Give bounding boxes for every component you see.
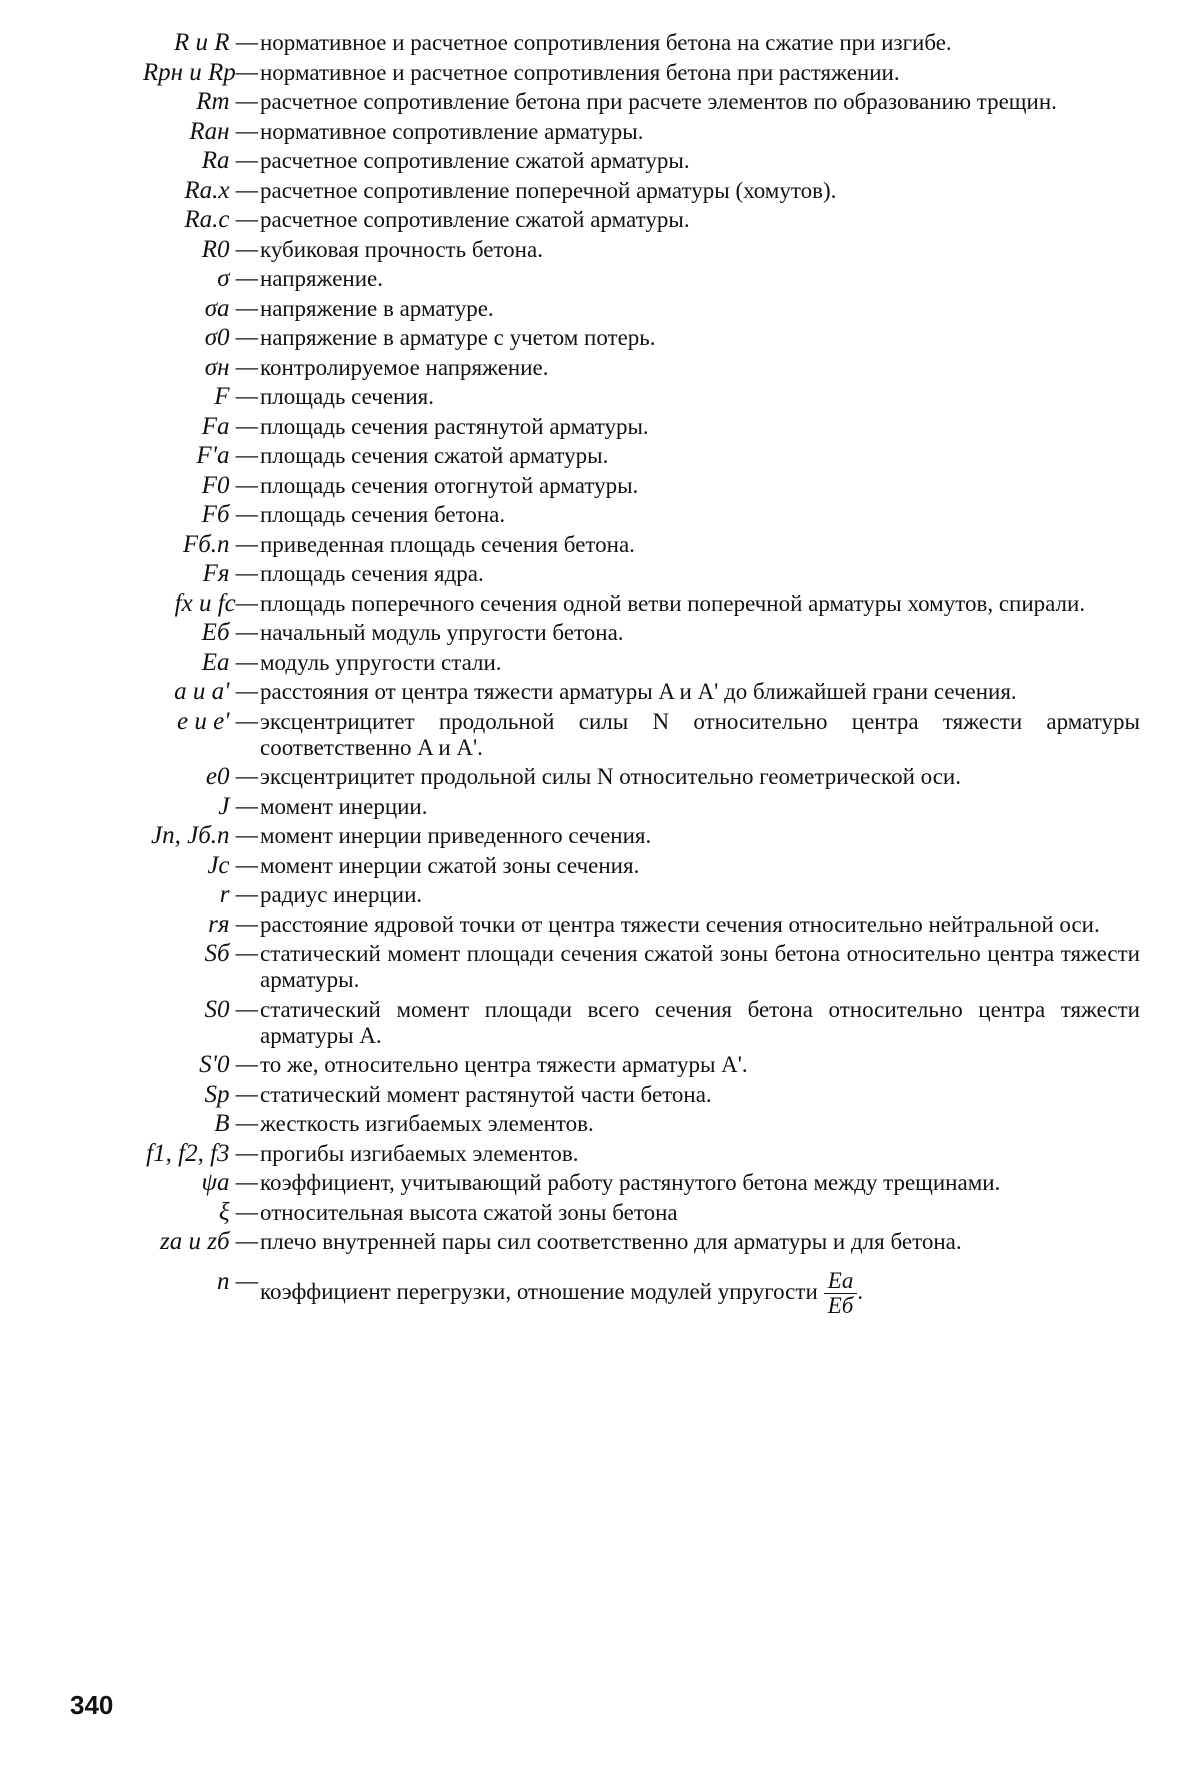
notation-definition xyxy=(260,853,1140,879)
modulus-ratio-fraction xyxy=(824,1269,858,1318)
notation-definition xyxy=(260,620,1140,646)
notation-symbol: F0 — xyxy=(201,471,258,499)
notation-symbol: Eб — xyxy=(201,619,258,646)
notation-definition xyxy=(260,30,1140,56)
notation-symbol: f1, f2, f3 — xyxy=(146,1139,258,1167)
notation-definition xyxy=(260,1111,1140,1137)
notation-entry xyxy=(0,1052,1140,1078)
notation-entry xyxy=(0,794,1140,820)
definition-text: контролируемое напряжение. xyxy=(260,354,549,380)
notation-symbol: a и a' — xyxy=(174,678,258,705)
definition-text: статический момент растянутой части бетона. xyxy=(260,1081,712,1107)
notation-definition xyxy=(260,119,1140,145)
notation-list xyxy=(0,30,1200,1322)
definition-text: то же, относительно центра тяжести арматуры A'. xyxy=(260,1052,748,1077)
notation-symbol: R0 — xyxy=(201,235,258,263)
notation-entry xyxy=(0,941,1140,993)
notation-entry xyxy=(0,1141,1140,1167)
notation-symbol: Jп, Jб.п — xyxy=(151,822,258,849)
definition-text: нормативное и расчетное сопротивления бетона при растяжении. xyxy=(260,59,900,85)
definition-text: напряжение в арматуре. xyxy=(260,295,494,321)
notation-entry xyxy=(0,443,1140,469)
notation-symbol: S0 — xyxy=(204,995,258,1023)
notation-symbol: S'0 — xyxy=(199,1051,258,1078)
notation-symbol: σн — xyxy=(204,353,258,381)
definition-text: статический момент площади всего сечения бетона относительно центра тяжести арматуры A. xyxy=(260,996,1140,1048)
notation-definition xyxy=(260,532,1140,558)
notation-symbol: Eа — xyxy=(201,648,258,676)
notation-entry xyxy=(0,178,1140,204)
notation-entry xyxy=(0,709,1140,761)
notation-symbol: Fб — xyxy=(201,501,258,528)
notation-symbol: B — xyxy=(214,1110,258,1137)
definition-text: расстояние ядровой точки от центра тяжести сечения относительно нейтральной оси. xyxy=(260,911,1100,937)
notation-definition xyxy=(260,941,1140,993)
notation-definition xyxy=(260,650,1140,676)
definition-text: площадь сечения бетона. xyxy=(260,502,506,527)
notation-definition xyxy=(260,912,1140,938)
definition-text: приведенная площадь сечения бетона. xyxy=(260,531,635,557)
notation-definition xyxy=(260,60,1140,86)
notation-symbol: e и e' — xyxy=(176,707,258,735)
notation-definition xyxy=(260,148,1140,174)
definition-text: нормативное и расчетное сопротивления бетона на сжатие при изгибе. xyxy=(260,30,952,55)
notation-symbol: σа — xyxy=(204,294,258,322)
notation-definition xyxy=(260,89,1140,115)
notation-definition xyxy=(260,207,1140,233)
notation-definition xyxy=(260,414,1140,440)
notation-definition xyxy=(260,1200,1140,1226)
notation-symbol: Rа — xyxy=(201,147,258,174)
definition-text: момент инерции. xyxy=(260,793,428,819)
notation-symbol: e0 — xyxy=(205,763,258,790)
notation-entry xyxy=(0,1111,1140,1137)
notation-entry xyxy=(0,823,1140,849)
definition-text: эксцентрицитет продольной силы N относительно геометрической оси. xyxy=(260,764,961,789)
notation-definition xyxy=(260,443,1140,469)
notation-entry xyxy=(0,30,1140,56)
definition-text: площадь сечения растянутой арматуры. xyxy=(260,413,649,439)
notation-definition xyxy=(260,561,1140,587)
notation-symbol: Rа.х — xyxy=(184,176,258,204)
notation-symbol: fх и fс— xyxy=(174,589,258,617)
notation-symbol: Rрн и Rр— xyxy=(142,58,258,86)
notation-entry xyxy=(0,266,1140,292)
definition-text: эксцентрицитет продольной силы N относительно центра тяжести арматуры соответственно A и A'. xyxy=(260,708,1140,760)
fraction-suffix: . xyxy=(857,1278,864,1304)
definition-text: момент инерции сжатой зоны сечения. xyxy=(260,852,640,878)
definition-text: жесткость изгибаемых элементов. xyxy=(260,1111,594,1136)
notation-entry xyxy=(0,207,1140,233)
definition-text: площадь сечения. xyxy=(260,384,434,409)
notation-entry xyxy=(0,620,1140,646)
notation-definition xyxy=(260,679,1140,705)
definition-text: расчетное сопротивление поперечной арматуры (хомутов). xyxy=(260,177,837,203)
notation-definition xyxy=(260,1141,1140,1167)
notation-entry xyxy=(0,237,1140,263)
definition-text: прогибы изгибаемых элементов. xyxy=(260,1140,579,1166)
notation-definition xyxy=(260,473,1140,499)
notation-entry xyxy=(0,119,1140,145)
notation-definition xyxy=(260,325,1140,351)
notation-symbol: Rан — xyxy=(189,117,258,145)
notation-entry xyxy=(0,502,1140,528)
notation-definition xyxy=(260,823,1140,849)
definition-text: нормативное сопротивление арматуры. xyxy=(260,118,644,144)
notation-symbol: ξ — xyxy=(218,1198,258,1226)
notation-definition xyxy=(260,764,1140,790)
definition-text: расстояния от центра тяжести арматуры A и A' до ближайшей грани сечения. xyxy=(260,679,1017,704)
notation-entry xyxy=(0,325,1140,351)
notation-entry xyxy=(0,882,1140,908)
definition-text: расчетное сопротивление сжатой арматуры. xyxy=(260,148,690,173)
notation-entry xyxy=(0,60,1140,86)
definition-text: относительная высота сжатой зоны бетона xyxy=(260,1199,678,1225)
fraction-numerator: Eа xyxy=(824,1269,858,1294)
definition-text: статический момент площади сечения сжатой зоны бетона относительно центра тяжести арматуры. xyxy=(260,941,1140,992)
notation-symbol: σ — xyxy=(217,265,258,292)
notation-definition xyxy=(260,502,1140,528)
notation-entry xyxy=(0,912,1140,938)
notation-definition xyxy=(260,1082,1140,1108)
page-number: 340 xyxy=(70,1690,114,1720)
notation-definition xyxy=(260,178,1140,204)
notation-symbol: rя — xyxy=(208,910,258,938)
notation-symbol: R и R — xyxy=(173,29,258,56)
notation-symbol: F'а — xyxy=(196,442,258,469)
definition-text: коэффициент, учитывающий работу растянутого бетона между трещинами. xyxy=(260,1170,1001,1195)
fraction-denominator: Eб xyxy=(827,1293,854,1318)
notation-definition xyxy=(260,1052,1140,1078)
notation-symbol: ψа — xyxy=(201,1169,258,1196)
notation-entry xyxy=(0,89,1140,115)
definition-text: расчетное сопротивление бетона при расчете элементов по образованию трещин. xyxy=(260,89,1057,114)
notation-symbol: Sб — xyxy=(204,940,258,967)
definition-text: коэффициент перегрузки, отношение модулей упругости xyxy=(260,1278,818,1304)
notation-entry xyxy=(0,384,1140,410)
notation-symbol: F — xyxy=(214,383,258,410)
notation-definition xyxy=(260,296,1140,322)
notation-definition xyxy=(260,384,1140,410)
notation-symbol: Rт — xyxy=(196,88,258,115)
definition-text: площадь сечения отогнутой арматуры. xyxy=(260,472,639,498)
definition-text: напряжение в арматуре с учетом потерь. xyxy=(260,325,656,350)
notation-symbol: Rа.с — xyxy=(184,206,258,233)
definition-text: модуль упругости стали. xyxy=(260,649,502,675)
notation-definition xyxy=(260,882,1140,908)
notation-definition xyxy=(260,266,1140,292)
notation-definition xyxy=(260,591,1140,617)
notation-entry xyxy=(0,561,1140,587)
notation-entry xyxy=(0,1170,1140,1196)
notation-definition xyxy=(260,237,1140,263)
notation-entry xyxy=(0,650,1140,676)
notation-symbol: zа и zб — xyxy=(159,1228,258,1255)
notation-symbol: σ0 — xyxy=(204,324,258,351)
notation-symbol: J — xyxy=(218,792,258,820)
notation-definition xyxy=(260,997,1140,1049)
notation-entry xyxy=(0,1269,1140,1318)
notation-entry xyxy=(0,355,1140,381)
notation-entry xyxy=(0,414,1140,440)
definition-text: плечо внутренней пары сил соответственно для арматуры и для бетона. xyxy=(260,1229,962,1254)
notation-entry xyxy=(0,997,1140,1049)
notation-symbol: Jс — xyxy=(207,851,258,879)
definition-text: радиус инерции. xyxy=(260,882,423,907)
definition-text: площадь сечения ядра. xyxy=(260,561,484,586)
definition-text: напряжение. xyxy=(260,266,383,291)
notation-definition xyxy=(260,1229,1140,1255)
notation-definition xyxy=(260,1269,1140,1318)
notation-symbol: n — xyxy=(217,1268,258,1295)
notation-definition xyxy=(260,355,1140,381)
notation-entry xyxy=(0,1229,1140,1255)
definition-text: начальный модуль упругости бетона. xyxy=(260,620,624,645)
definition-text: площадь поперечного сечения одной ветви поперечной арматуры хомутов, спирали. xyxy=(260,590,1086,616)
notation-definition xyxy=(260,709,1140,761)
notation-definition xyxy=(260,794,1140,820)
notation-entry xyxy=(0,679,1140,705)
notation-entry xyxy=(0,532,1140,558)
notation-symbol: r — xyxy=(219,881,258,908)
notation-symbol: Sр — xyxy=(204,1080,258,1108)
notation-symbol: Fа — xyxy=(201,412,258,440)
definition-text: площадь сечения сжатой арматуры. xyxy=(260,443,609,468)
notation-entry xyxy=(0,764,1140,790)
notation-entry xyxy=(0,1082,1140,1108)
notation-entry xyxy=(0,296,1140,322)
definition-text: момент инерции приведенного сечения. xyxy=(260,823,652,848)
notation-definition xyxy=(260,1170,1140,1196)
notation-symbol: Fб.п — xyxy=(182,530,258,558)
definition-text: кубиковая прочность бетона. xyxy=(260,236,543,262)
notation-entry xyxy=(0,473,1140,499)
definition-text: расчетное сопротивление сжатой арматуры. xyxy=(260,207,690,232)
notation-entry xyxy=(0,148,1140,174)
notation-entry xyxy=(0,853,1140,879)
notation-entry xyxy=(0,591,1140,617)
notation-entry xyxy=(0,1200,1140,1226)
notation-symbol: Fя — xyxy=(202,560,258,587)
